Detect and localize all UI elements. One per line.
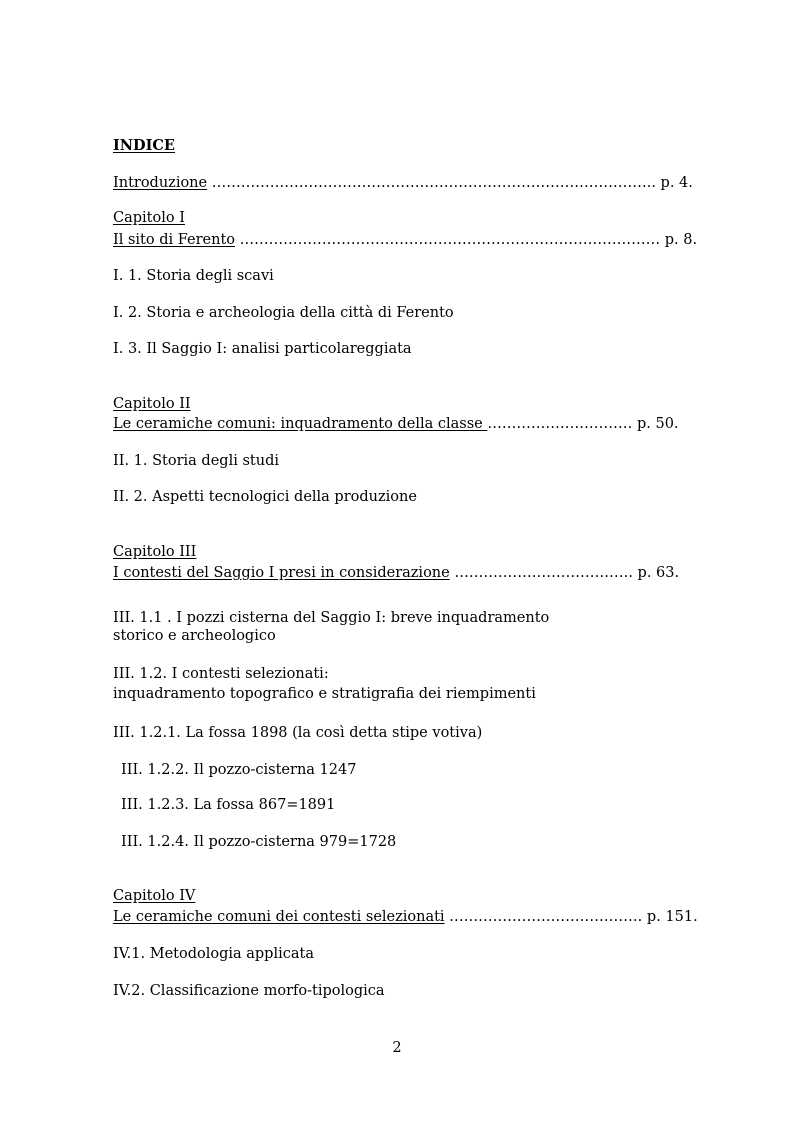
toc-page-ref: p. 8. xyxy=(660,232,698,248)
chapter-heading: Capitolo III xyxy=(113,544,197,560)
toc-section: III. 1.1 . I pozzi cisterna del Saggio I: breve inquadramento xyxy=(113,610,550,626)
toc-entry-chapter-2[interactable] xyxy=(113,415,679,433)
toc-subsection: III. 1.2.1. La fossa 1898 (la così detta stipe votiva) xyxy=(113,725,483,741)
toc-entry-label: Introduzione xyxy=(113,175,208,191)
toc-subsection: III. 1.2.4. Il pozzo-cisterna 979=1728 xyxy=(121,834,397,850)
toc-entry-chapter-3[interactable] xyxy=(113,564,679,582)
toc-section: III. 1.2. I contesti selezionati: xyxy=(113,666,329,682)
toc-section: IV.1. Metodologia applicata xyxy=(113,946,314,962)
toc-leader-dots: ………………………………. xyxy=(449,565,633,581)
toc-section: I. 1. Storia degli scavi xyxy=(113,268,274,284)
toc-entry-label: I contesti del Saggio I presi in considerazione xyxy=(113,565,450,581)
toc-section: II. 2. Aspetti tecnologici della produzione xyxy=(113,489,417,505)
toc-entry-chapter-1[interactable] xyxy=(113,231,697,249)
toc-section: I. 2. Storia e archeologia della città di Ferento xyxy=(113,305,454,321)
toc-section-continuation: inquadramento topografico e stratigrafia dei riempimenti xyxy=(113,686,536,702)
toc-subsection: III. 1.2.2. Il pozzo-cisterna 1247 xyxy=(121,762,357,778)
toc-section: II. 1. Storia degli studi xyxy=(113,453,279,469)
chapter-heading: Capitolo IV xyxy=(113,888,196,904)
toc-section: IV.2. Classificazione morfo-tipologica xyxy=(113,983,385,999)
toc-subsection: III. 1.2.3. La fossa 867=1891 xyxy=(121,797,336,813)
toc-section-continuation: storico e archeologico xyxy=(113,628,276,644)
toc-entry-label: Il sito di Ferento xyxy=(113,232,236,248)
toc-entry-label: Le ceramiche comuni dei contesti selezionati xyxy=(113,909,445,925)
page-title: INDICE xyxy=(113,137,175,154)
page-number: 2 xyxy=(392,1040,402,1056)
toc-page-ref: p. 4. xyxy=(655,175,693,191)
toc-page-ref: p. 151. xyxy=(642,909,698,925)
toc-section: I. 3. Il Saggio I: analisi particolareggiata xyxy=(113,341,412,357)
toc-leader-dots: …………………………………………………………………………… xyxy=(235,232,661,248)
toc-leader-dots: …………………………………. xyxy=(444,909,643,925)
chapter-heading: Capitolo II xyxy=(113,396,191,412)
toc-leader-dots: ………………………… xyxy=(487,416,633,432)
toc-entry-label: Le ceramiche comuni: inquadramento della classe xyxy=(113,416,488,432)
toc-entry-introduction[interactable] xyxy=(113,174,693,192)
toc-leader-dots: ……………………………………………………………………………….. xyxy=(207,175,656,191)
toc-page-ref: p. 50. xyxy=(632,416,679,432)
toc-entry-chapter-4[interactable] xyxy=(113,908,698,926)
chapter-heading: Capitolo I xyxy=(113,210,185,226)
toc-page-ref: p. 63. xyxy=(632,565,680,581)
